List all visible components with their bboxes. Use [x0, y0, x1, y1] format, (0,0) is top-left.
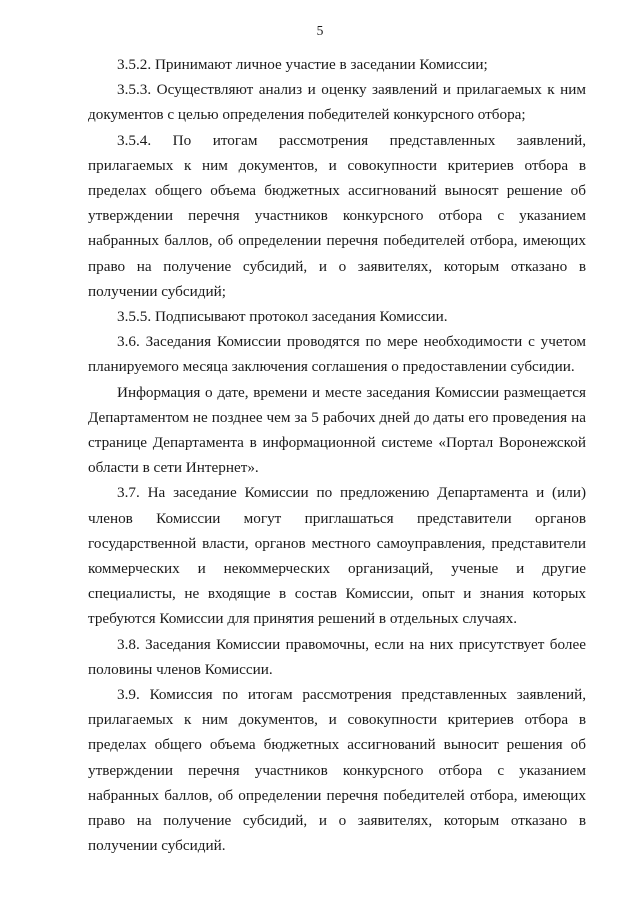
paragraph-3-6-information: Информация о дате, времени и месте заседания Комиссии размещается Департаментом не позднее чем за 5 рабочих дней до даты его проведения на странице Департамента в информационной системе «Портал Воронежской области в сети Интернет».: [88, 383, 586, 477]
paragraph-3-5-5: 3.5.5. Подписывают протокол заседания Комиссии.: [117, 308, 448, 326]
paragraph-3-8: 3.8. Заседания Комиссии правомочны, если на них присутствует более половины членов Комиссии.: [88, 635, 586, 678]
paragraph-3-5-2: 3.5.2. Принимают личное участие в заседании Комиссии;: [117, 56, 488, 73]
document-body: [88, 52, 586, 859]
paragraph-3-9: 3.9. Комиссия по итогам рассмотрения представленных заявлений, прилагаемых к ним документов, и совокупности критериев отбора в пределах общего объема бюджетных ассигнований выносит решения об утверждении перечня участников конкурсного отбора с указанием набранных баллов, об определении перечня победителей отбора, имеющих право на получение субсидий, и о заявителях, которым отказано в получении субсидий.: [88, 686, 586, 855]
paragraph-3-5-4: 3.5.4. По итогам рассмотрения представленных заявлений, прилагаемых к ним документов, и совокупности критериев отбора в пределах общего объема бюджетных ассигнований выносят решение об утверждении перечня участников конкурсного отбора с указанием набранных баллов, об определении перечня победителей отбора, имеющих право на получение субсидий, и о заявителях, которым отказано в получении субсидий;: [88, 131, 586, 300]
paragraph-3-5-3: 3.5.3. Осуществляют анализ и оценку заявлений и прилагаемых к ним документов с целью определения победителей конкурсного отбора;: [88, 81, 586, 124]
paragraph-3-7: 3.7. На заседание Комиссии по предложению Департамента и (или) членов Комиссии могут приглашаться представители органов государственной власти, органов местного самоуправления, представители коммерческих и некоммерческих организаций, ученые и другие специалисты, не входящие в состав Комиссии, опыт и знания которых требуются Комиссии для принятия решений в отдельных случаях.: [88, 484, 586, 628]
page-number: 5: [316, 23, 324, 38]
paragraph-3-6: 3.6. Заседания Комиссии проводятся по мере необходимости с учетом планируемого месяца заключения соглашения о предоставлении субсидии.: [88, 333, 586, 376]
